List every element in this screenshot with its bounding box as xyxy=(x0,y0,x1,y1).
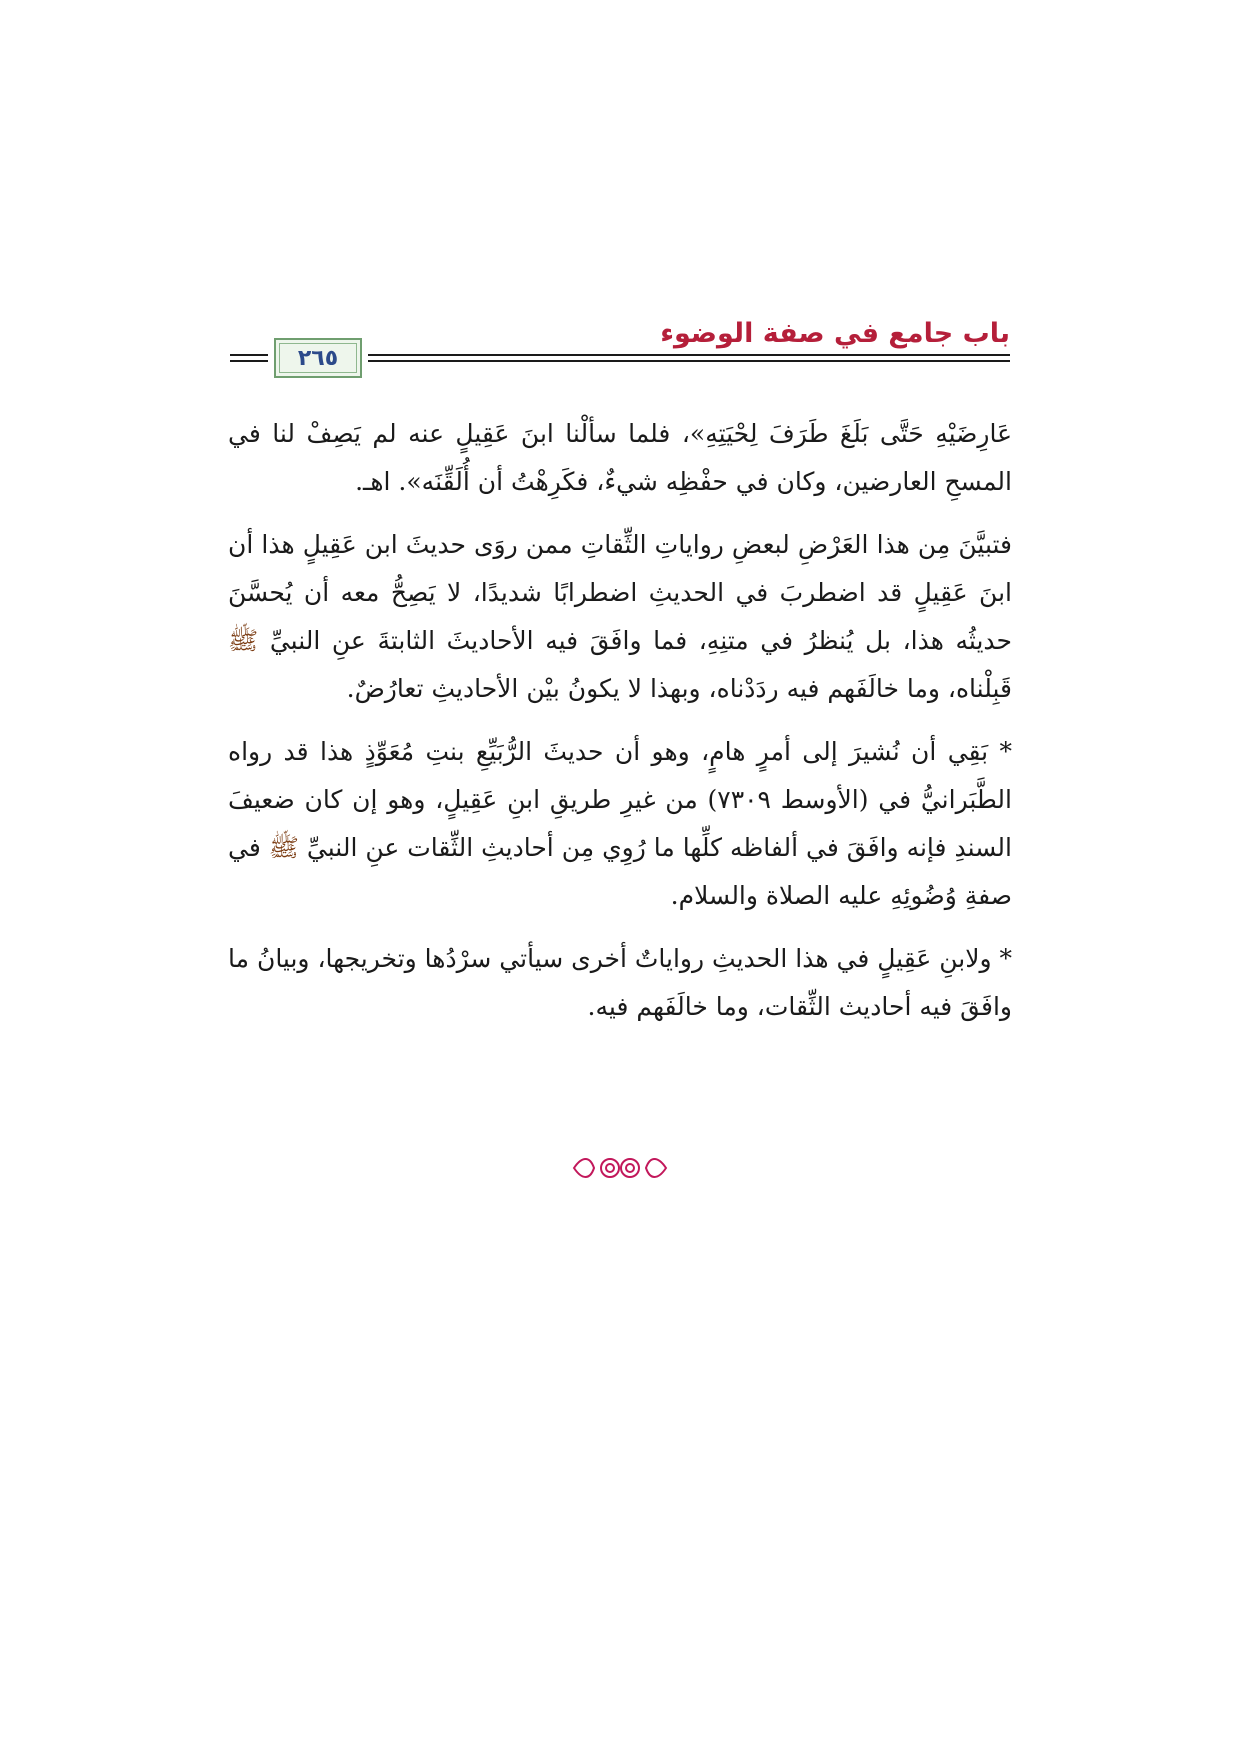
chapter-title: باب جامع في صفة الوضوء xyxy=(660,318,1010,349)
header-rule xyxy=(230,360,268,362)
paragraph-2-text-a: فتبيَّنَ مِن هذا العَرْضِ لبعضِ رواياتِ الثِّقاتِ ممن روَى حديثَ ابن عَقِيلٍ هذا أن ابنَ عَقِيلٍ قد اضطربَ في الحديثِ اضطرابًا شديدًا، لا يَصِحُّ معه أن يُحسَّنَ حديثُه هذا، بل يُنظرُ في متنِهِ، فما وافَقَ فيه الأحاديثَ الثابتةَ عنِ النبيِّ xyxy=(228,530,1012,655)
salla-symbol: ﷺ xyxy=(268,833,299,862)
paragraph-3-text-b: في صفةِ وُضُوئِهِ عليه الصلاة والسلام. xyxy=(228,833,1012,910)
page-body xyxy=(228,410,1012,1046)
header-rule xyxy=(230,354,268,356)
section-end-ornament xyxy=(570,1150,670,1186)
paragraph-4: * ولابنِ عَقِيلٍ في هذا الحديثِ رواياتٌ أخرى سيأتي سرْدُها وتخريجها، وبيانُ ما وافَقَ فيه أحاديث الثِّقات، وما خالَفَهم فيه. xyxy=(228,944,1012,1021)
paragraph-2 xyxy=(228,521,1012,713)
paragraph-3-text-a: * بَقِي أن نُشيرَ إلى أمرٍ هامٍ، وهو أن حديثَ الرُّبَيِّعِ بنتِ مُعَوِّذٍ هذا قد رواه الطَّبَرانيُّ في (الأوسط ٧٣٠٩) من غيرِ طريقِ ابنِ عَقِيلٍ، وهو إن كان ضعيفَ السندِ فإنه وافَقَ في ألفاظه كلِّها ما رُوِي مِن أحاديثِ الثِّقات عنِ النبيِّ xyxy=(228,737,1012,862)
page-number-frame xyxy=(274,338,362,378)
paragraph-1: عَارِضَيْهِ حَتَّى بَلَغَ طَرَفَ لِحْيَتِهِ»، فلما سألْنا ابنَ عَقِيلٍ عنه لم يَصِفْ لنا في المسحِ العارضين، وكان في حفْظِه شيءٌ، فكَرِهْتُ أن أُلَقِّنَه». اهـ. xyxy=(228,419,1012,496)
salla-symbol: ﷺ xyxy=(228,626,259,655)
page-header xyxy=(230,318,1010,378)
header-rule xyxy=(368,360,1010,362)
paragraph-2-text-b: قَبِلْناه، وما خالَفَهم فيه ردَدْناه، وبهذا لا يكونُ بيْن الأحاديثِ تعارُضٌ. xyxy=(346,674,1012,703)
paragraph-3 xyxy=(228,728,1012,920)
header-rule xyxy=(368,354,1010,356)
page-number: ٢٦٥ xyxy=(297,345,339,371)
